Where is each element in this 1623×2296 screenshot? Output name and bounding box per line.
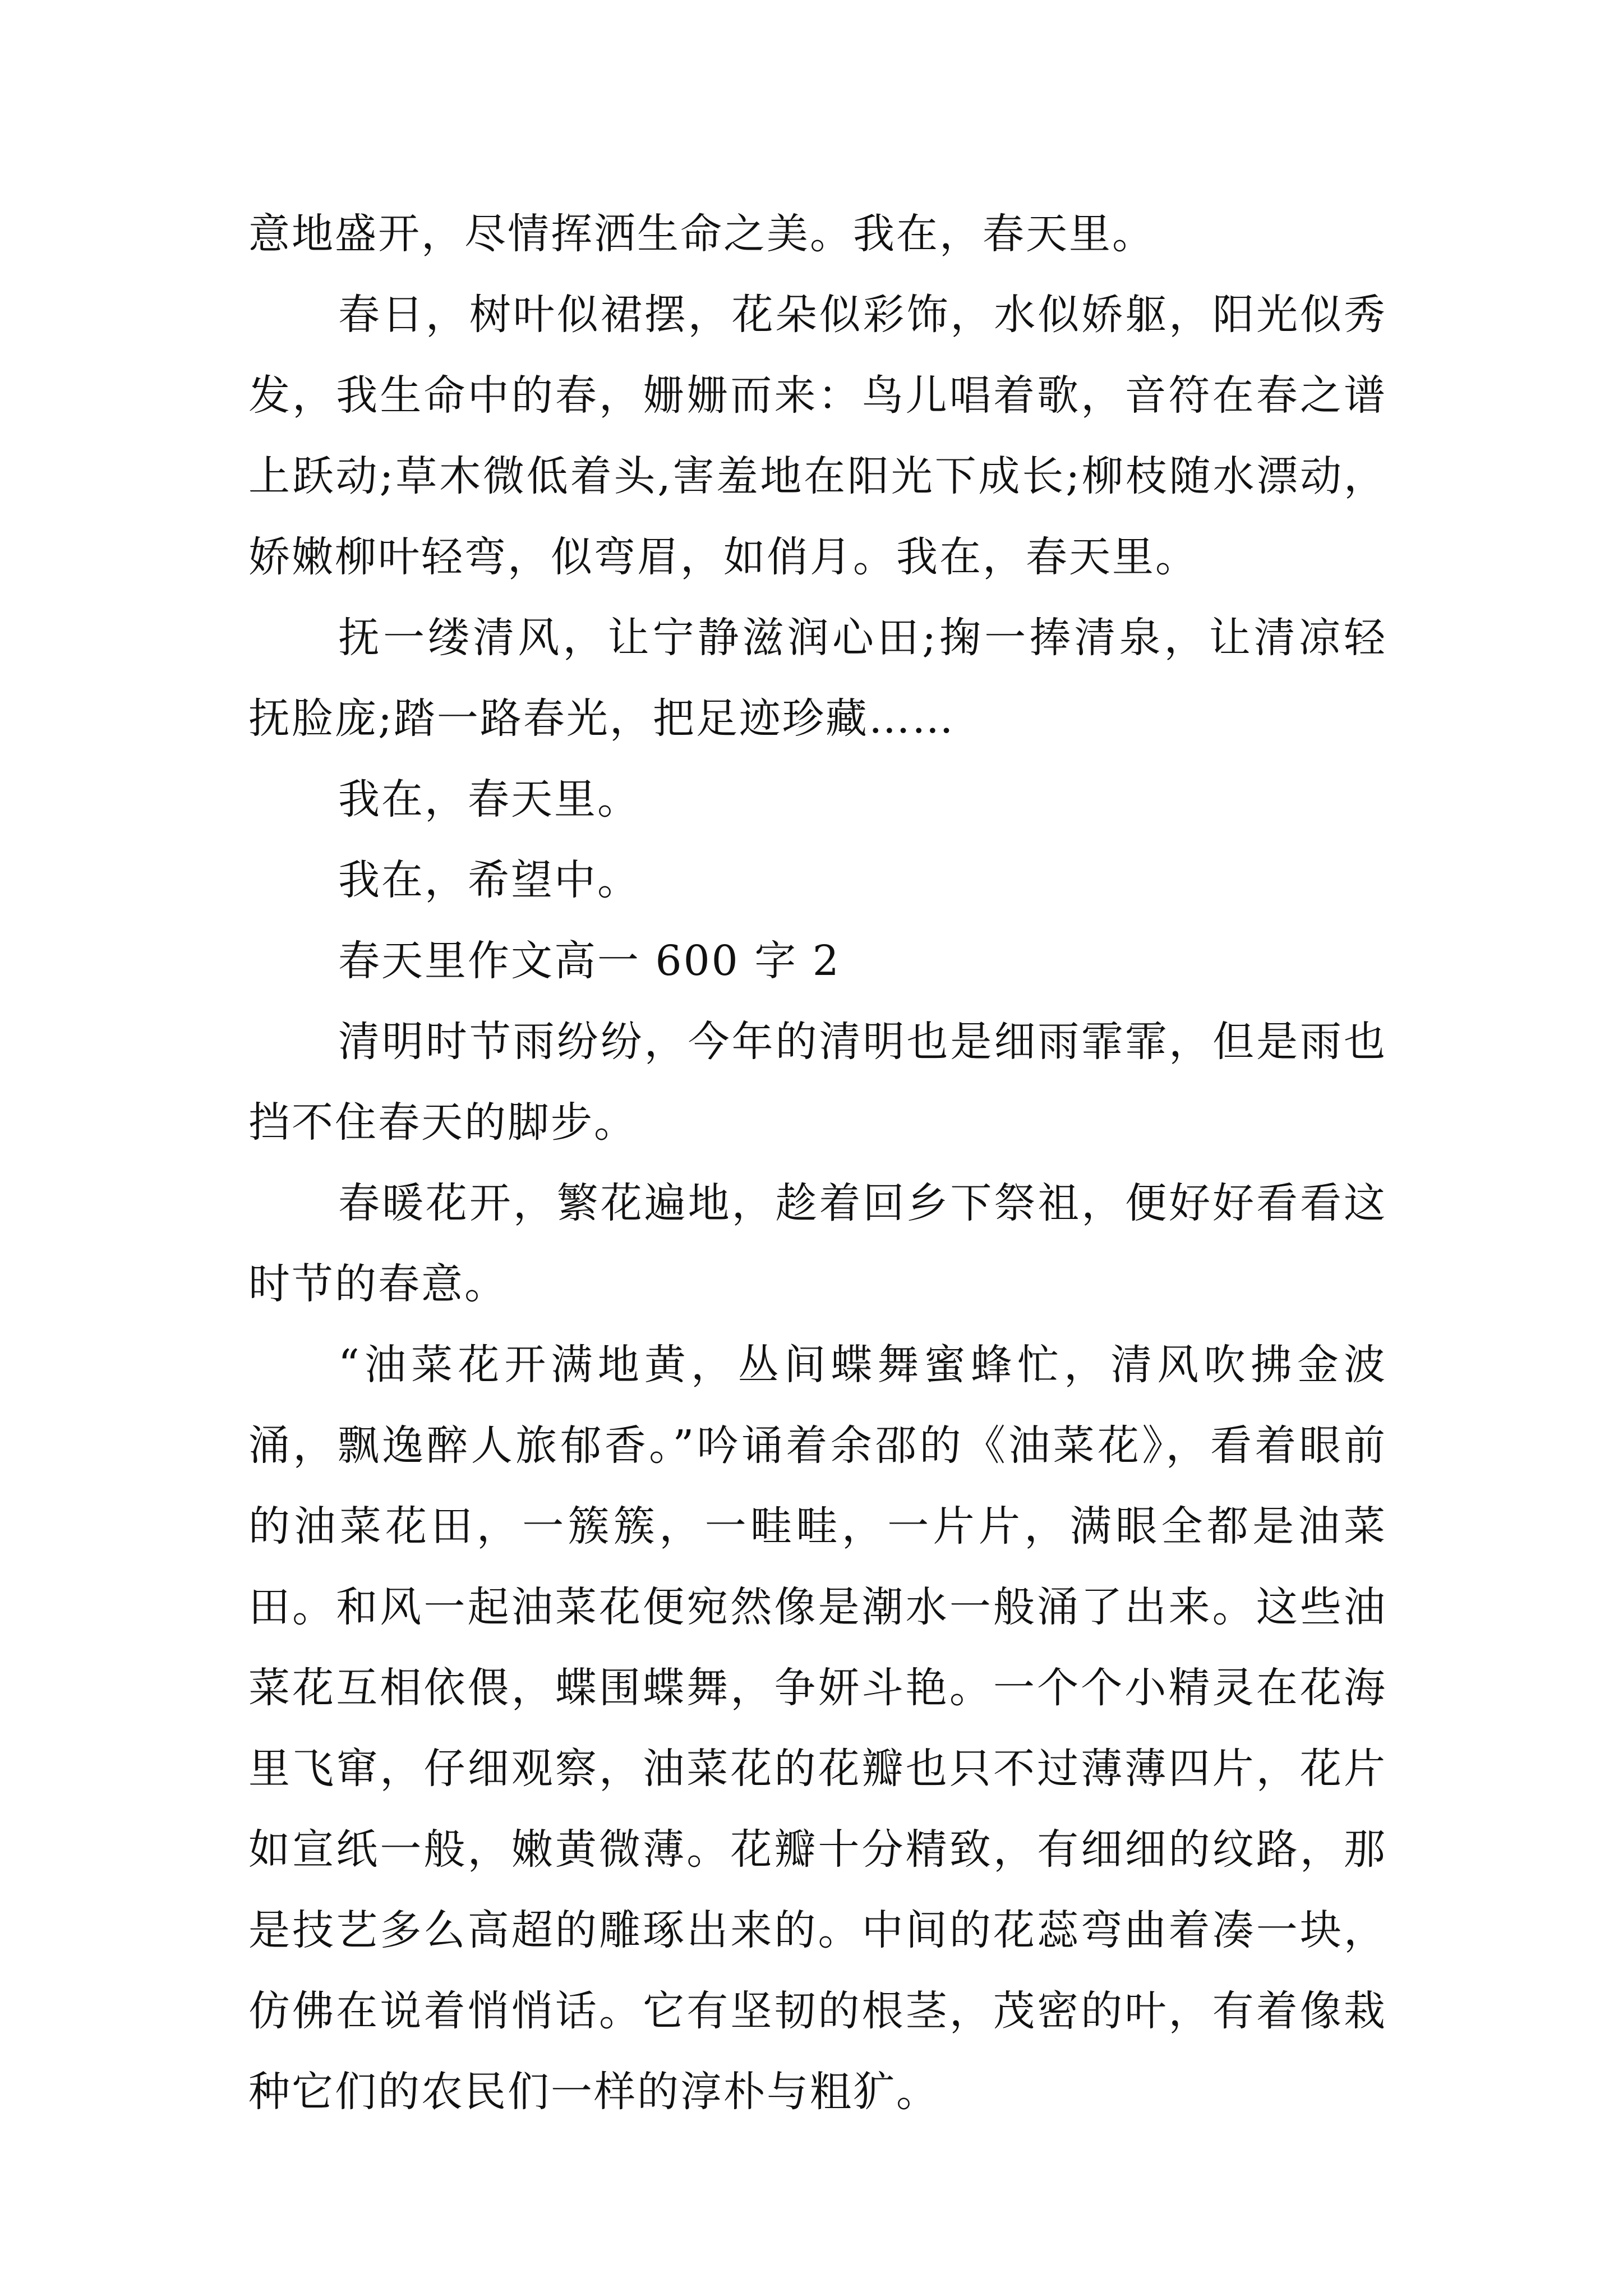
paragraph-qingming: 清明时节雨纷纷，今年的清明也是细雨霏霏，但是雨也挡不住春天的脚步。: [248, 1018, 1387, 1147]
essay-heading: 春天里作文高一 600 字 2: [338, 937, 841, 985]
paragraph-continuation: 意地盛开，尽情挥洒生命之美。我在，春天里。: [248, 210, 1155, 258]
paragraph-spring-day: 春日，树叶似裙摆，花朵似彩饰，水似娇躯，阳光似秀发，我生命中的春，姗姗而来：鸟儿唱着歌，音符在春之谱上跃动;草木微低着头,害羞地在阳光下成长;柳枝随水漂动，娇嫩柳叶轻弯，似弯眉，如俏月。我在，春天里。: [248, 291, 1387, 581]
paragraph-breeze: 抚一缕清风，让宁静滋润心田;掬一捧清泉，让清凉轻抚脸庞;踏一路春光，把足迹珍藏……: [248, 614, 1387, 743]
paragraph-in-spring: 我在，春天里。: [338, 775, 640, 823]
article-body: [248, 194, 1387, 2132]
paragraph-blossoms: 春暖花开，繁花遍地，趁着回乡下祭祖，便好好看看这时节的春意。: [248, 1179, 1387, 1308]
paragraph-in-hope: 我在，希望中。: [338, 856, 640, 904]
paragraph-rapeseed: “油菜花开满地黄，丛间蝶舞蜜蜂忙，清风吹拂金波涌，飘逸醉人旅郁香。”吟诵着余邵的《油菜花》，看着眼前的油菜花田，一簇簇，一畦畦，一片片，满眼全都是油菜田。和风一起油菜花便宛然像是潮水一般涌了出来。这些油菜花互相依偎，蝶围蝶舞，争妍斗艳。一个个小精灵在花海里飞窜，仔细观察，油菜花的花瓣也只不过薄薄四片，花片如宣纸一般，嫩黄微薄。花瓣十分精致，有细细的纹路，那是技艺多么高超的雕琢出来的。中间的花蕊弯曲着凑一块，仿佛在说着悄悄话。它有坚韧的根茎，茂密的叶，有着像栽种它们的农民们一样的淳朴与粗犷。: [248, 1341, 1387, 2116]
